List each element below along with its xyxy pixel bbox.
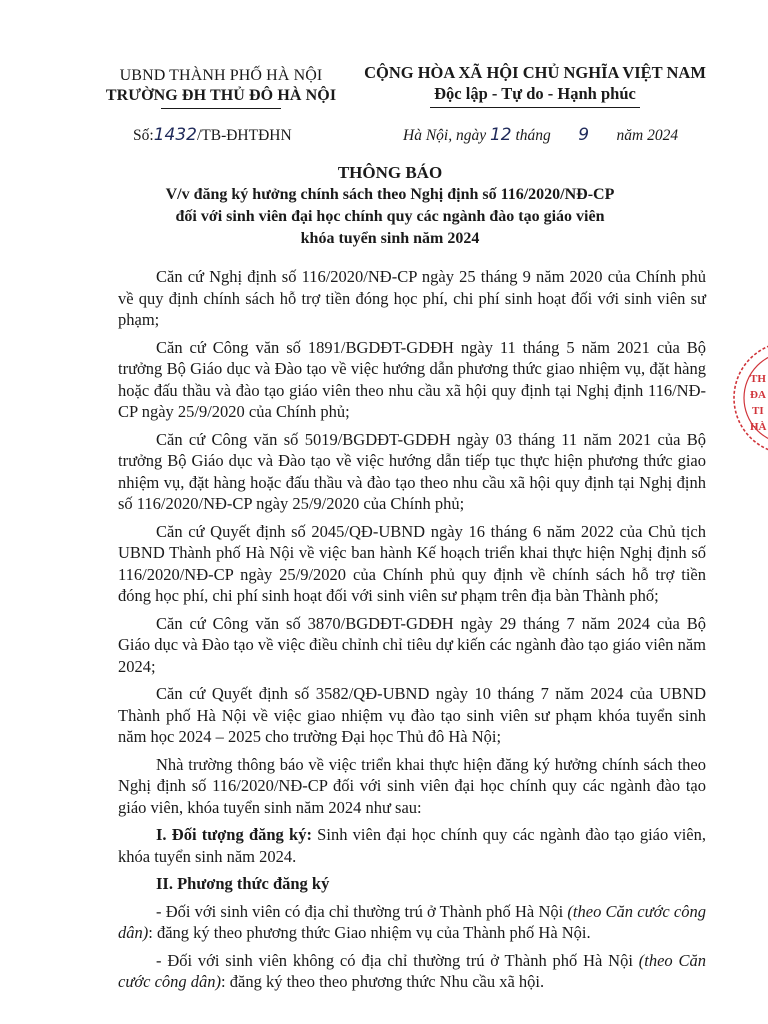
national-header xyxy=(350,62,720,108)
date-month-handwritten: 9 xyxy=(578,125,590,145)
paragraph-announcement: Nhà trường thông báo về việc triển khai thực hiện đăng ký hưởng chính sách theo Nghị định số 116/2020/NĐ-CP đối với sinh viên đại học chính quy các ngành đào tạo giáo viên, khóa tuyển sinh năm 2024 như sau: xyxy=(118,754,706,817)
stamp-line-1: TH xyxy=(750,373,766,385)
org-underline xyxy=(161,108,281,109)
reference-handwritten-number: 1432 xyxy=(153,125,197,145)
motto-underline xyxy=(430,107,640,108)
title-subject-line-3: khóa tuyển sinh năm 2024 xyxy=(300,230,480,247)
paragraph-legal-basis-2: Căn cứ Công văn số 1891/BGDĐT-GDĐH ngày 11 tháng 5 năm 2021 của Bộ trưởng Bộ Giáo dục và Đào tạo về việc hướng dẫn phương thức giao nhiệm vụ, đặt hàng hoặc đấu thầu và đào tạo giáo viên theo nhu cầu xã hội quy định tại Nghị định 116/NĐ-CP ngày 25/9/2020 của Chính phủ; xyxy=(118,337,706,421)
date-prefix: Hà Nội, ngày xyxy=(403,127,487,144)
paragraph-legal-basis-1: Căn cứ Nghị định số 116/2020/NĐ-CP ngày 25 tháng 9 năm 2020 của Chính phủ về quy định chính sách hỗ trợ tiền đóng học phí, chi phí sinh hoạt đối với sinh viên sư phạm; xyxy=(118,267,706,329)
stamp-line-2: ĐA xyxy=(750,389,766,401)
org-parent: UBND THÀNH PHỐ HÀ NỘI xyxy=(119,67,323,84)
document-body xyxy=(118,266,706,999)
org-name: TRƯỜNG ĐH THỦ ĐÔ HÀ NỘI xyxy=(105,87,337,104)
document-date xyxy=(403,125,678,145)
title-subject-line-2: đối với sinh viên đại học chính quy các ngành đào tạo giáo viên xyxy=(175,208,605,225)
date-day-handwritten: 12 xyxy=(489,125,512,145)
section-1 xyxy=(118,824,706,867)
national-motto: Độc lập - Tự do - Hạnh phúc xyxy=(434,84,636,103)
reference-prefix: Số: xyxy=(133,127,154,144)
paragraph-legal-basis-5: Căn cứ Công văn số 3870/BGDĐT-GDĐH ngày 29 tháng 7 năm 2024 của Bộ Giáo dục và Đào tạo về việc điều chỉnh chỉ tiêu dự kiến các ngành đào tạo giáo viên năm 2024; xyxy=(118,613,706,676)
paragraph-legal-basis-3: Căn cứ Công văn số 5019/BGDĐT-GDĐH ngày 03 tháng 11 năm 2021 của Bộ trưởng Bộ Giáo dục và Đào tạo về việc hướng dẫn tiếp tục thực hiện phương thức giao nhiệm vụ, đặt hàng hoặc đấu thầu và đào tạo theo nhu cầu xã hội quy định tại Nghị định số 116/2020/NĐ-CP ngày 25/9/2020 của Chính phủ; xyxy=(118,429,706,513)
date-year: năm 2024 xyxy=(616,127,679,144)
red-seal-stamp xyxy=(728,338,768,458)
stamp-line-4: HÀ xyxy=(750,421,767,433)
reference-suffix: /TB-ĐHTĐHN xyxy=(196,127,292,144)
section-1-text: Sinh viên đại học chính quy các ngành đào tạo giáo viên, khóa tuyển sinh năm 2024. xyxy=(118,825,706,866)
issuing-organization xyxy=(96,66,346,109)
bullet-non-hanoi-residents: - Đối với sinh viên không có địa chỉ thường trú ở Thành phố Hà Nội (theo Căn cước công dân): đăng ký theo theo phương thức Nhu cầu xã hội. xyxy=(118,950,706,991)
stamp-line-3: TI xyxy=(752,405,764,417)
nation-name: CỘNG HÒA XÃ HỘI CHỦ NGHĨA VIỆT NAM xyxy=(364,63,706,82)
title-main: THÔNG BÁO xyxy=(337,163,443,182)
section-1-heading: I. Đối tượng đăng ký: xyxy=(156,825,312,844)
paragraph-legal-basis-4: Căn cứ Quyết định số 2045/QĐ-UBND ngày 16 tháng 6 năm 2022 của Chủ tịch UBND Thành phố Hà Nội về việc ban hành Kế hoạch triển khai thực hiện Nghị định số 116/2020/NĐ-CP ngày 25/9/2020 của Chính phủ quy định về chính sách hỗ trợ tiền đóng học phí, chi phí sinh hoạt đối với sinh viên sư phạm trên địa bàn Thành phố; xyxy=(118,521,706,605)
document-title xyxy=(110,162,670,250)
section-2-heading: II. Phương thức đăng ký xyxy=(156,874,330,893)
reference-number xyxy=(133,125,292,145)
date-month-label: tháng xyxy=(515,127,551,144)
paragraph-legal-basis-6: Căn cứ Quyết định số 3582/QĐ-UBND ngày 10 tháng 7 năm 2024 của UBND Thành phố Hà Nội về việc giao nhiệm vụ đào tạo sinh viên sư phạm khóa tuyển sinh năm học 2024 – 2025 cho trường Đại học Thủ đô Hà Nội; xyxy=(118,684,706,746)
title-subject-line-1: V/v đăng ký hưởng chính sách theo Nghị định số 116/2020/NĐ-CP xyxy=(165,186,615,203)
bullet-hanoi-residents: - Đối với sinh viên có địa chỉ thường trú ở Thành phố Hà Nội (theo Căn cước công dân): đăng ký theo phương thức Giao nhiệm vụ của Thành phố Hà Nội. xyxy=(118,901,706,942)
